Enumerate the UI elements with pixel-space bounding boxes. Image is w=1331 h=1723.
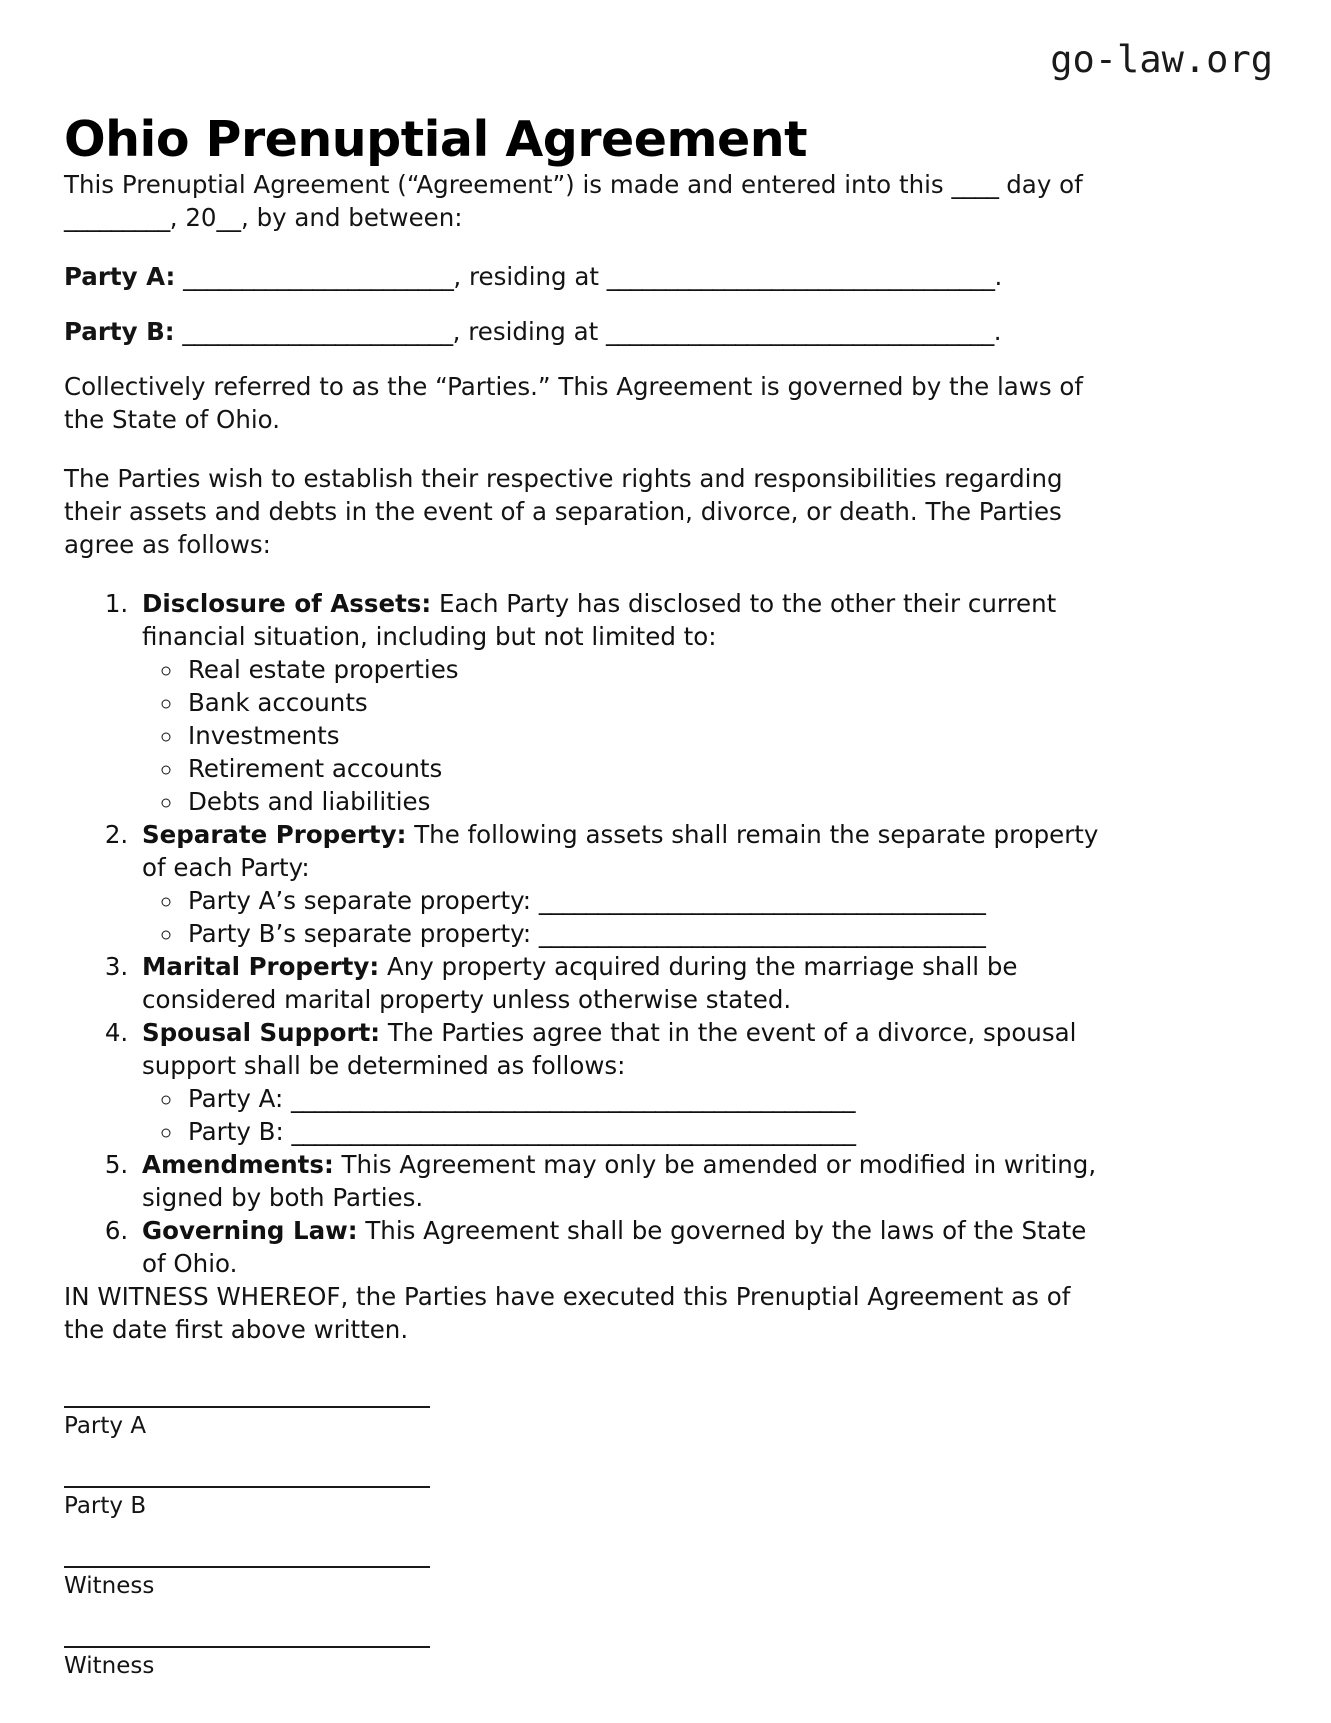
term-body: This Agreement may only be amended or modified in writing, signed by both Parties. xyxy=(142,1150,1097,1212)
term-heading: Governing Law: xyxy=(142,1216,358,1245)
term-body: Any property acquired during the marriage shall be considered marital property unless otherwise stated. xyxy=(142,952,1018,1014)
sub-text: Retirement accounts xyxy=(188,754,443,783)
site-brand-logo: go-law.org xyxy=(1050,38,1273,81)
intro-text-2: day of xyxy=(998,170,1083,199)
term-item-amendments xyxy=(136,1148,1109,1214)
page-title: Ohio Prenuptial Agreement xyxy=(64,110,808,168)
list-item xyxy=(184,785,1109,818)
sub-list-spousal-support xyxy=(142,1082,1109,1148)
sub-text: Party B: xyxy=(188,1117,292,1146)
party-a-spousal-support-blank[interactable]: ________________________________________________ xyxy=(291,1084,856,1113)
term-body: The following assets shall remain the separate property of each Party: xyxy=(142,820,1099,882)
list-item xyxy=(184,1082,1109,1115)
signature-block-witness-1 xyxy=(64,1566,484,1601)
intro-paragraph xyxy=(64,168,1109,234)
list-item xyxy=(184,719,1109,752)
sub-text: Debts and liabilities xyxy=(188,787,431,816)
signature-label: Party B xyxy=(64,1493,147,1519)
intro-text-1: This Prenuptial Agreement (“Agreement”) is made and entered into this xyxy=(64,170,952,199)
collective-paragraph: Collectively referred to as the “Parties.” This Agreement is governed by the laws of the State of Ohio. xyxy=(64,372,1084,434)
list-item xyxy=(184,917,1109,950)
party-a-line xyxy=(64,260,1109,293)
terms-list xyxy=(64,587,1109,1280)
term-body: The Parties agree that in the event of a divorce, spousal support shall be determined as follows: xyxy=(142,1018,1077,1080)
intro-text-3: , 20__, by and between: xyxy=(169,203,463,232)
list-item xyxy=(184,686,1109,719)
term-body: Each Party has disclosed to the other their current financial situation, including but not limited to: xyxy=(142,589,1057,651)
signature-block-party-a xyxy=(64,1406,484,1441)
party-b-spousal-support-blank[interactable]: ________________________________________________ xyxy=(291,1117,856,1146)
party-a-residing-text: , residing at xyxy=(453,262,607,291)
document-body xyxy=(64,168,1109,1372)
list-item xyxy=(184,1115,1109,1148)
term-item-spousal-support xyxy=(136,1016,1109,1148)
signature-block-witness-2 xyxy=(64,1646,484,1681)
term-heading: Spousal Support: xyxy=(142,1018,381,1047)
party-b-line xyxy=(64,315,1109,348)
party-a-label: Party A: xyxy=(64,262,176,291)
sub-text: Party B’s separate property: xyxy=(188,919,539,948)
list-item xyxy=(184,752,1109,785)
party-b-address-blank[interactable]: _________________________________ xyxy=(606,317,994,346)
sub-text: Bank accounts xyxy=(188,688,368,717)
sub-text: Party A: xyxy=(188,1084,292,1113)
sub-list-separate-property xyxy=(142,884,1109,950)
sub-list-disclosure xyxy=(142,653,1109,818)
term-heading: Amendments: xyxy=(142,1150,334,1179)
list-item xyxy=(184,653,1109,686)
intro-month-blank[interactable]: _________ xyxy=(64,203,170,232)
term-item-separate-property xyxy=(136,818,1109,950)
party-a-period: . xyxy=(994,262,1003,291)
term-heading: Disclosure of Assets: xyxy=(142,589,432,618)
term-heading: Marital Property: xyxy=(142,952,380,981)
signature-label: Witness xyxy=(64,1573,155,1599)
term-item-marital-property xyxy=(136,950,1109,1016)
sub-text: Investments xyxy=(188,721,340,750)
signature-label: Witness xyxy=(64,1653,155,1679)
party-b-separate-property-blank[interactable]: ______________________________________ xyxy=(538,919,986,948)
witness-clause-paragraph: IN WITNESS WHEREOF, the Parties have executed this Prenuptial Agreement as of the date first above written. xyxy=(64,1282,1071,1344)
party-a-separate-property-blank[interactable]: ______________________________________ xyxy=(538,886,986,915)
party-b-name-blank[interactable]: _______________________ xyxy=(182,317,453,346)
list-item xyxy=(184,884,1109,917)
term-heading: Separate Property: xyxy=(142,820,407,849)
purpose-paragraph: The Parties wish to establish their respective rights and responsibilities regarding their assets and debts in the event of a separation, divorce, or death. The Parties agree as follows: xyxy=(64,464,1063,559)
signature-block-party-b xyxy=(64,1486,484,1521)
signature-label: Party A xyxy=(64,1413,147,1439)
term-item-governing-law xyxy=(136,1214,1109,1280)
intro-day-blank[interactable]: ____ xyxy=(951,170,999,199)
party-b-residing-text: , residing at xyxy=(452,317,607,346)
party-b-period: . xyxy=(993,317,1002,346)
party-a-name-blank[interactable]: _______________________ xyxy=(183,262,454,291)
term-item-disclosure-of-assets xyxy=(136,587,1109,818)
sub-text: Real estate properties xyxy=(188,655,459,684)
party-b-label: Party B: xyxy=(64,317,175,346)
term-body: This Agreement shall be governed by the laws of the State of Ohio. xyxy=(142,1216,1087,1278)
sub-text: Party A’s separate property: xyxy=(188,886,539,915)
party-a-address-blank[interactable]: _________________________________ xyxy=(606,262,995,291)
